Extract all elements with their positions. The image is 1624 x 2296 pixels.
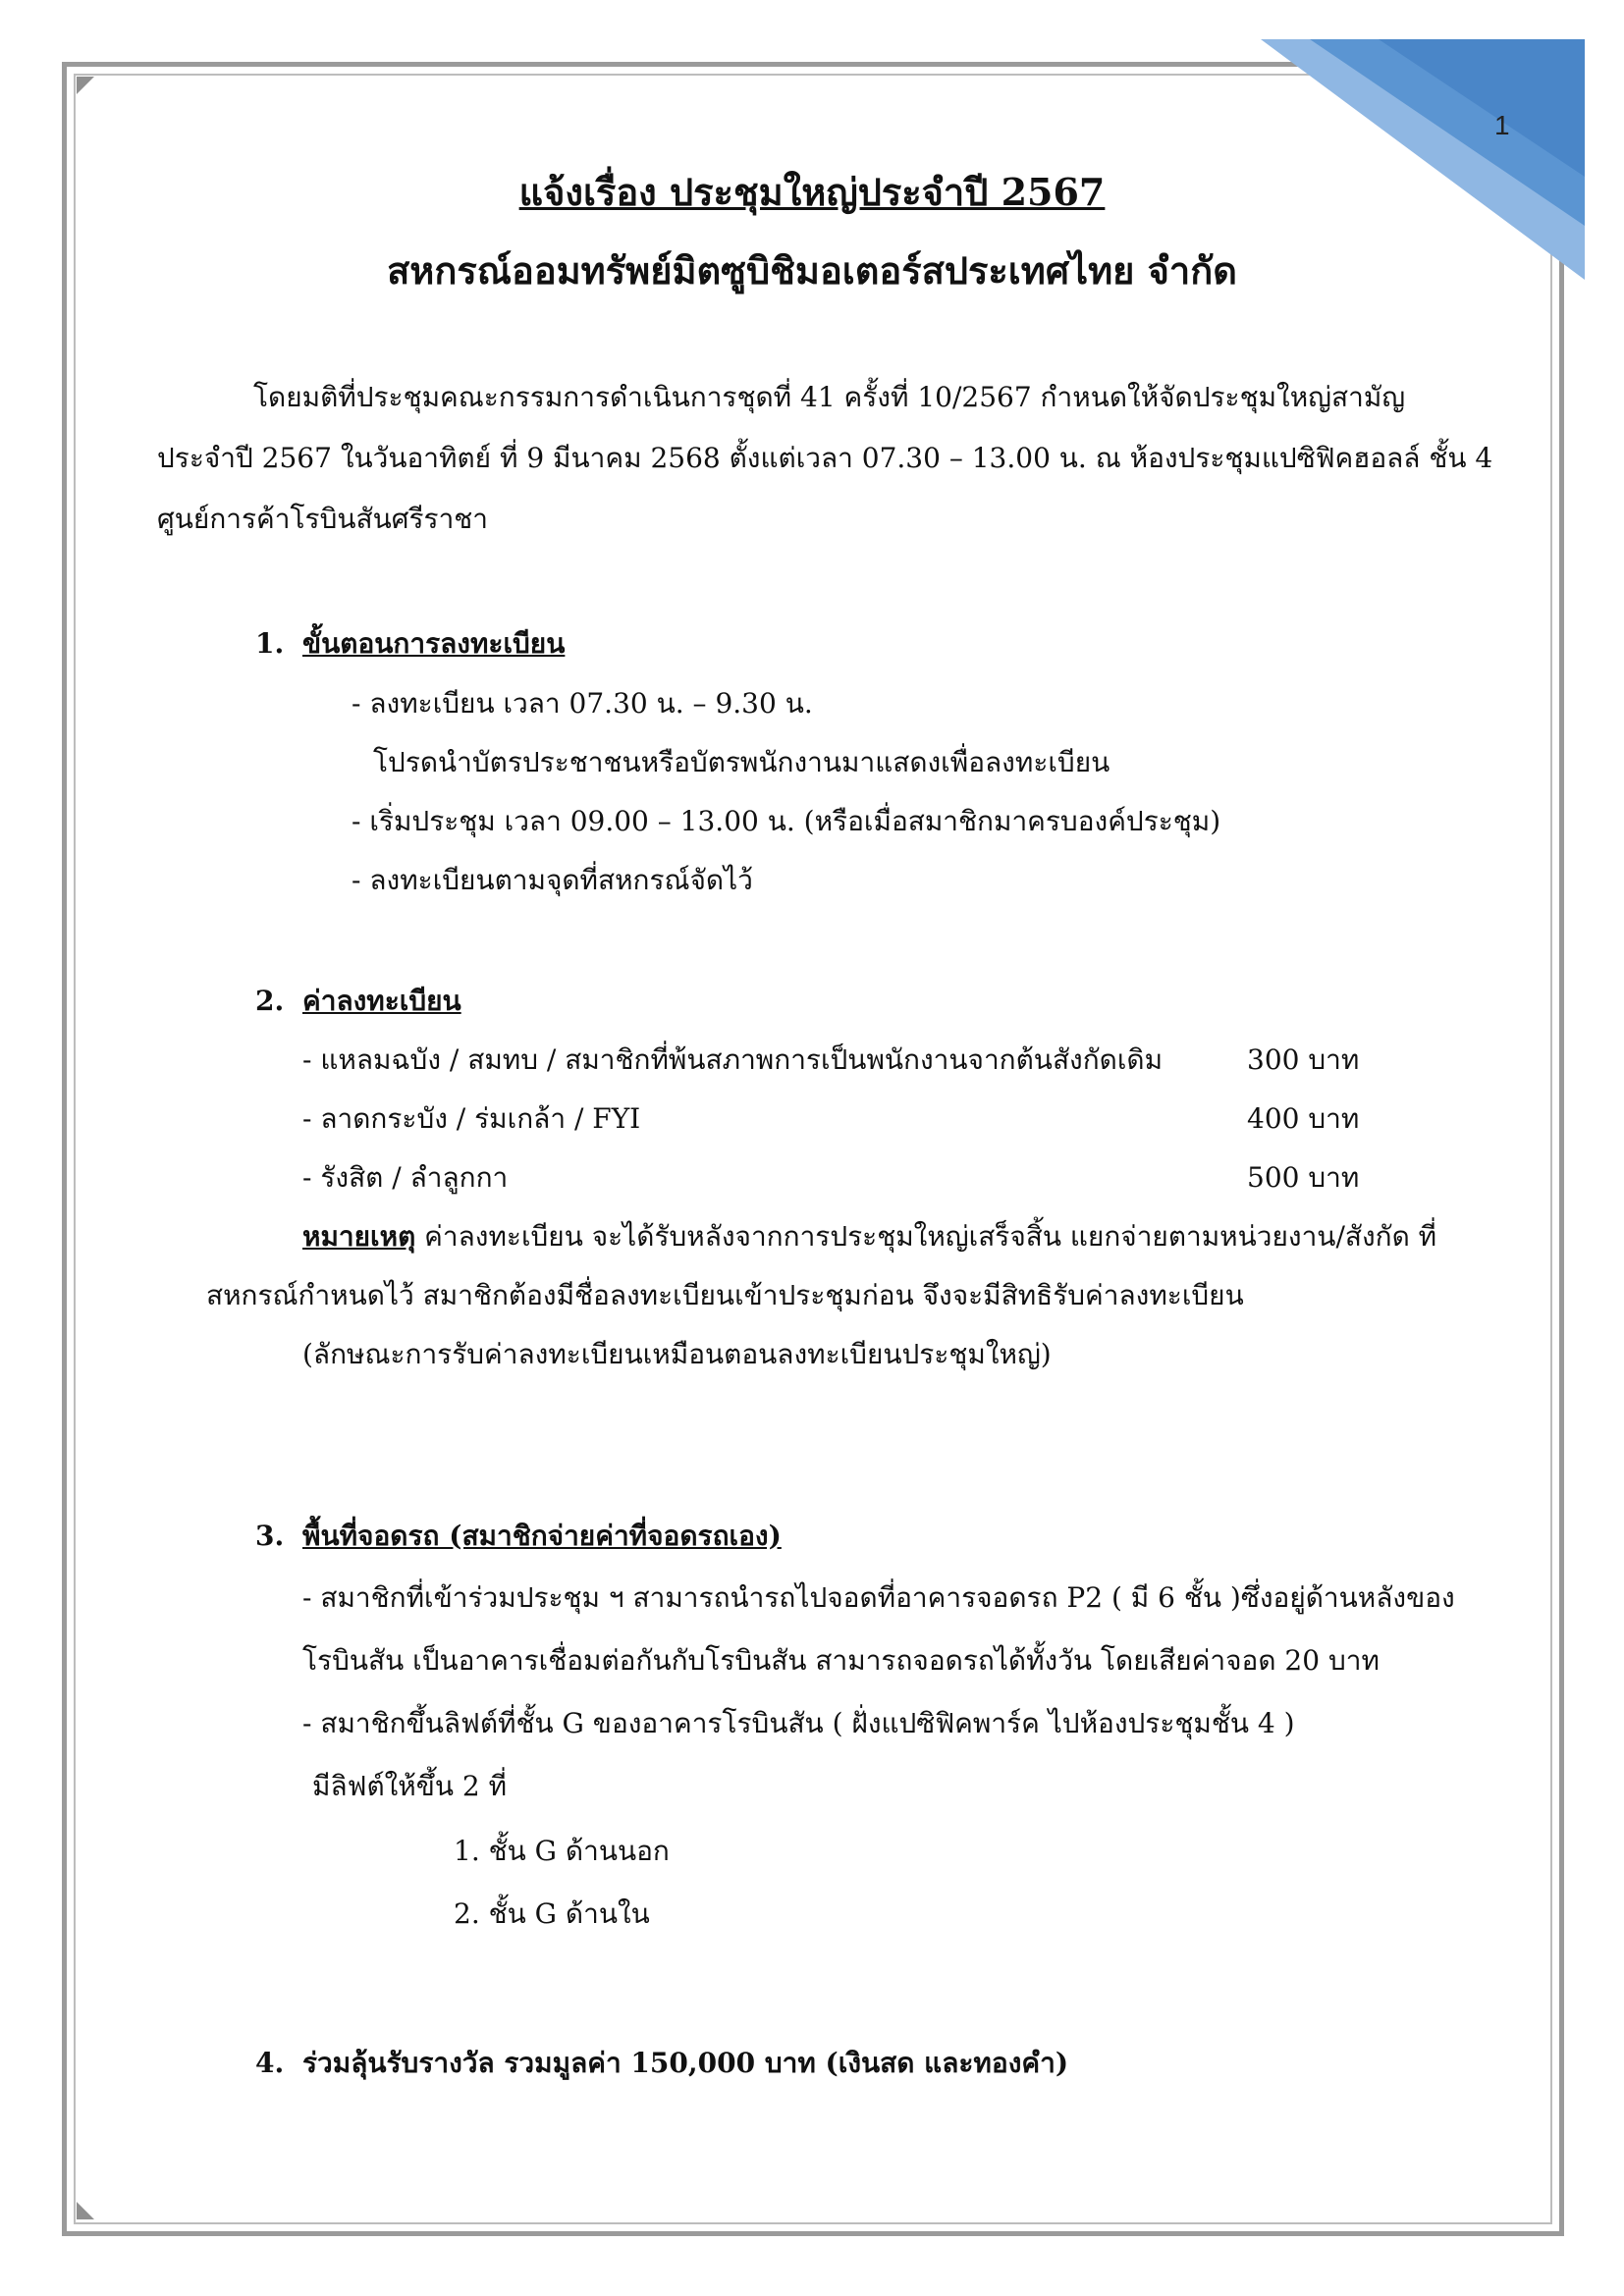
section-1-item-3: - เริ่มประชุม เวลา 09.00 – 13.00 น. (หรือเมื่อสมาชิกมาครบองค์ประชุม) bbox=[352, 805, 1221, 837]
fee-row-1-amount: 300 บาท bbox=[1247, 1043, 1360, 1076]
parking-line-2: โรบินสัน เป็นอาคารเชื่อมต่อกันกับโรบินสัน สามารถจอดรถได้ทั้งวัน โดยเสียค่าจอด 20 บาท bbox=[302, 1644, 1380, 1677]
section-2-number: 2. bbox=[255, 985, 285, 1017]
fee-row-3-label: - รังสิต / ลำลูกกา bbox=[302, 1161, 509, 1194]
section-1-heading: ขั้นตอนการลงทะเบียน bbox=[302, 627, 566, 660]
lift-item-1: 1. ชั้น G ด้านนอก bbox=[454, 1835, 670, 1867]
parking-line-4: มีลิฟต์ให้ขึ้น 2 ที่ bbox=[312, 1770, 508, 1802]
fee-row-2-label: - ลาดกระบัง / ร่มเกล้า / FYI bbox=[302, 1102, 641, 1135]
organization-name: สหกรณ์ออมทรัพย์มิตซูบิชิมอเตอร์สประเทศไทย จำกัด bbox=[387, 248, 1237, 293]
section-2-heading: ค่าลงทะเบียน bbox=[302, 985, 461, 1017]
section-1-item-1: - ลงทะเบียน เวลา 07.30 น. – 9.30 น. bbox=[352, 687, 813, 720]
section-4-text: ร่วมลุ้นรับรางวัล รวมมูลค่า 150,000 บาท (เงินสด และทองคำ) bbox=[302, 2047, 1069, 2079]
document-title: แจ้งเรื่อง ประชุมใหญ่ประจำปี 2567 bbox=[518, 170, 1106, 214]
section-3-heading: พื้นที่จอดรถ (สมาชิกจ่ายค่าที่จอดรถเอง) bbox=[302, 1520, 782, 1552]
fee-row-1-label: - แหลมฉบัง / สมทบ / สมาชิกที่พ้นสภาพการเป็นพนักงานจากต้นสังกัดเดิม bbox=[302, 1043, 1164, 1076]
note-text: ค่าลงทะเบียน จะได้รับหลังจากการประชุมใหญ่เสร็จสิ้น แยกจ่ายตามหน่วยงาน/สังกัด ที่ bbox=[415, 1220, 1437, 1253]
page-number: 1 bbox=[1494, 110, 1510, 140]
lift-item-2: 2. ชั้น G ด้านใน bbox=[454, 1897, 650, 1930]
section-3-number: 3. bbox=[255, 1520, 285, 1552]
section-4-number: 4. bbox=[255, 2047, 285, 2079]
intro-line-1: โดยมติที่ประชุมคณะกรรมการดำเนินการชุดที่ 41 ครั้งที่ 10/2567 กำหนดให้จัดประชุมใหญ่สามัญ bbox=[253, 381, 1406, 413]
intro-line-2: ประจำปี 2567 ในวันอาทิตย์ ที่ 9 มีนาคม 2568 ตั้งแต่เวลา 07.30 – 13.00 น. ณ ห้องประชุมแปซิฟิคฮอลล์ ชั้น 4 bbox=[157, 442, 1493, 474]
fee-row-3-amount: 500 บาท bbox=[1247, 1161, 1360, 1194]
corner-triangle-bottom-left bbox=[77, 2202, 94, 2219]
note-label: หมายเหตุ bbox=[302, 1220, 416, 1253]
fee-note-line-2: สหกรณ์กำหนดไว้ สมาชิกต้องมีชื่อลงทะเบียนเข้าประชุมก่อน จึงจะมีสิทธิรับค่าลงทะเบียน bbox=[206, 1279, 1244, 1311]
corner-triangle-top-left bbox=[77, 77, 94, 94]
fee-note-line-3: (ลักษณะการรับค่าลงทะเบียนเหมือนตอนลงทะเบียนประชุมใหญ่) bbox=[302, 1338, 1052, 1370]
parking-line-3: - สมาชิกขึ้นลิฟต์ที่ชั้น G ของอาคารโรบินสัน ( ฝั่งแปซิฟิคพาร์ค ไปห้องประชุมชั้น 4 ) bbox=[302, 1707, 1295, 1739]
intro-line-3: ศูนย์การค้าโรบินสันศรีราชา bbox=[157, 503, 489, 535]
fee-note-line-1 bbox=[302, 1217, 1436, 1256]
section-1-item-2: โปรดนำบัตรประชาชนหรือบัตรพนักงานมาแสดงเพื่อลงทะเบียน bbox=[373, 746, 1110, 778]
section-1-item-4: - ลงทะเบียนตามจุดที่สหกรณ์จัดไว้ bbox=[352, 864, 753, 896]
parking-line-1: - สมาชิกที่เข้าร่วมประชุม ฯ สามารถนำรถไปจอดที่อาคารจอดรถ P2 ( มี 6 ชั้น )ซึ่งอยู่ด้านหลังของ bbox=[302, 1581, 1455, 1614]
corner-ribbon-graphic bbox=[1261, 39, 1585, 280]
fee-row-2-amount: 400 บาท bbox=[1247, 1102, 1360, 1135]
section-1-number: 1. bbox=[255, 627, 285, 660]
